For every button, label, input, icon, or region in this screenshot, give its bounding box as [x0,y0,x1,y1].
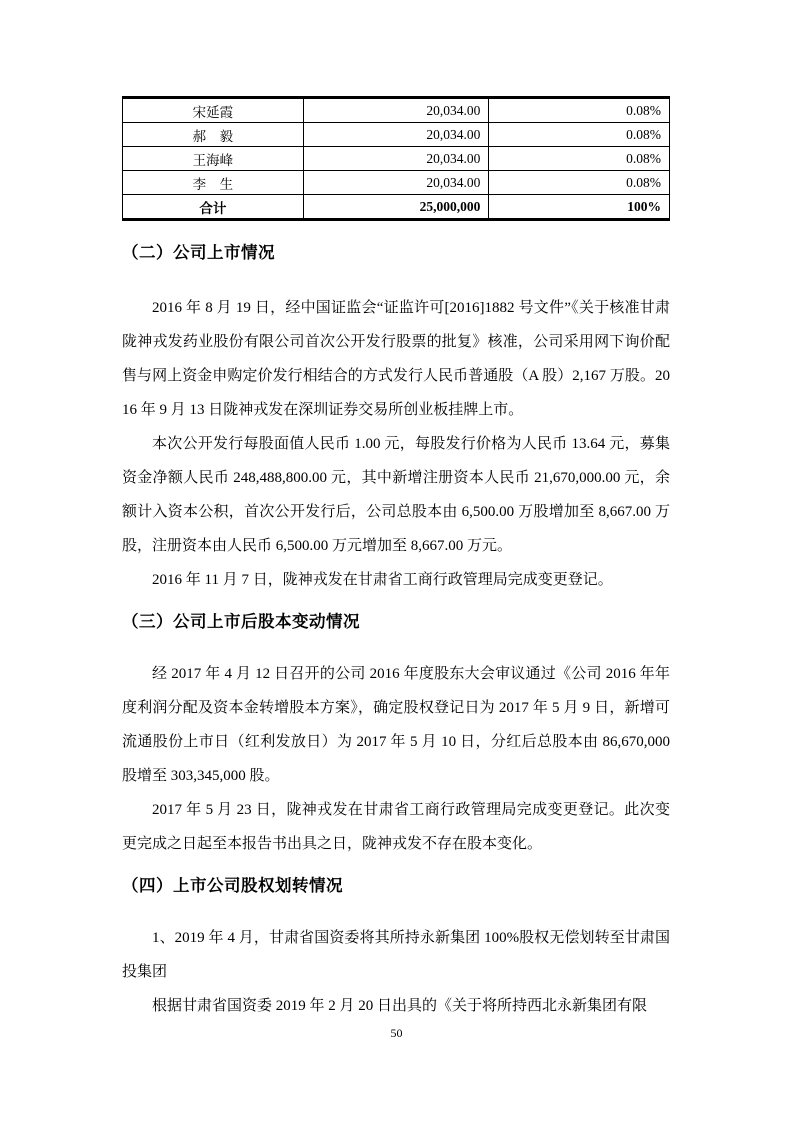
section-heading-share-change: （三）公司上市后股本变动情况 [122,613,360,631]
holder-shares-cell: 20,034.00 [303,98,489,123]
holder-name-cell: 郝 毅 [123,123,304,147]
section-heading-listing: （二）公司上市情况 [122,244,275,262]
total-shares-cell: 25,000,000 [303,195,489,220]
holder-name-cell: 宋延霞 [123,98,304,123]
holder-percent-cell: 0.08% [489,147,670,171]
paragraph: 根据甘肃省国资委 2019 年 2 月 20 日出具的《关于将所持西北永新集团有限 [152,998,648,1014]
holder-shares-cell: 20,034.00 [303,123,489,147]
section-heading-equity-transfer: （四）上市公司股权划转情况 [122,877,343,895]
paragraph: 2016 年 8 月 19 日，经中国证监会“证监许可[2016]1882 号文件”《关于核准甘肃陇神戎发药业股份有限公司首次公开发行股票的批复》核准，公司采用网下询价配售与网上资金申购定价发行相结合的方式发行人民币普通股（A 股）2,167 万股。2016 年 9 月 13 日陇神戎发在深圳证券交易所创业板挂牌上市。 [122,300,670,418]
table-row [123,147,670,171]
paragraph: 2016 年 11 月 7 日，陇神戎发在甘肃省工商行政管理局完成变更登记。 [152,572,613,588]
holder-percent-cell: 0.08% [489,171,670,195]
holder-shares-cell: 20,034.00 [303,147,489,171]
holder-percent-cell: 0.08% [489,98,670,123]
paragraph: 本次公开发行每股面值人民币 1.00 元，每股发行价格为人民币 13.64 元，募集资金净额人民币 248,488,800.00 元，其中新增注册资本人民币 21,670,000.00 元，余额计入资本公积，首次公开发行后，公司总股本由 6,500.00 万股增加至 8,667.00 万股，注册资本由人民币 6,500.00 万元增加至 8,667.00 万元。 [122,436,670,554]
total-percent-cell: 100% [489,195,670,220]
table-row [123,171,670,195]
table-total-row [123,195,670,220]
holder-name-cell: 王海峰 [123,147,304,171]
holder-name-cell: 李 生 [123,171,304,195]
table-row [123,98,670,123]
paragraph: 2017 年 5 月 23 日，陇神戎发在甘肃省工商行政管理局完成变更登记。此次变更完成之日起至本报告书出具之日，陇神戎发不存在股本变化。 [122,802,670,852]
table-row [123,123,670,147]
page-number: 50 [390,1026,403,1040]
holder-percent-cell: 0.08% [489,123,670,147]
total-label-cell: 合计 [123,195,304,220]
paragraph: 经 2017 年 4 月 12 日召开的公司 2016 年度股东大会审议通过《公司 2016 年年度利润分配及资本金转增股本方案》，确定股权登记日为 2017 年 5 月 9 日，新增可流通股份上市日（红利发放日）为 2017 年 5 月 10 日，分红后总股本由 86,670,000 股增至 303,345,000 股。 [122,666,670,784]
shareholder-table [122,96,670,221]
holder-shares-cell: 20,034.00 [303,171,489,195]
paragraph: 1、2019 年 4 月，甘肃省国资委将其所持永新集团 100%股权无偿划转至甘肃国投集团 [122,930,670,980]
